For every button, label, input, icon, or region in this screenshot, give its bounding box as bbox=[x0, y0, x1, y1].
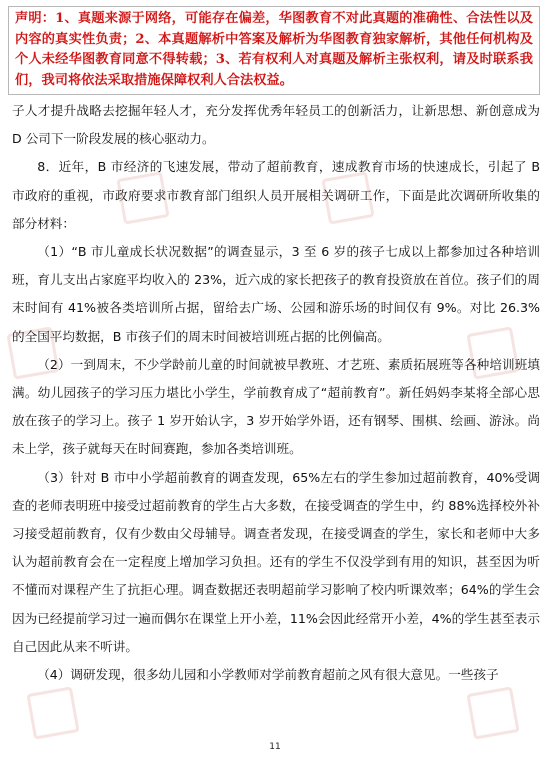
paragraph-question-8: 8．近年，B 市经济的飞速发展，带动了超前教育，速成教育市场的快速成长，引起了 B 市政府的重视，市政府要求市教育部门组织人员开展相关调研工作，下面是此次调研所收集的部分材料： bbox=[12, 159, 540, 231]
paragraph-material-2: （2）一到周末，不少学龄前儿童的时间就被早教班、才艺班、素质拓展班等各种培训班填满。幼儿园孩子的学习压力堪比小学生，学前教育成了“超前教育”。新任妈妈李某将全部心思放在孩子的学习上。孩子 1 岁开始认字，3 岁开始学外语，还有钢琴、围棋、绘画、游泳。尚未上学，孩子就每天在时间赛跑，参加各类培训班。 bbox=[12, 356, 540, 457]
watermark-logo-icon bbox=[470, 690, 516, 740]
page-number: 11 bbox=[269, 742, 281, 752]
paragraph-material-1: （1）“B 市儿童成长状况数据”的调查显示，3 至 6 岁的孩子七成以上都参加过各种培训班，育儿支出占家庭平均收入的 23%，近六成的家长把孩子的教育投资放在首位。孩子们的周末时间有 41%被各类培训所占据，留给去广场、公园和游乐场的时间仅有 9%。对比 26.3%的全国平均数据，B 市孩子们的周末时间被培训班占据的比例偏高。 bbox=[12, 244, 540, 344]
paragraph-material-3: （3）针对 B 市中小学超前教育的调查发现，65%左右的学生参加过超前教育，40%受调查的老师表明班中接受过超前教育的学生占大多数，在接受调查的学生中，约 88%选择校外补习接受超前教育，仅有少数由父母辅导。调查者发现，在接受调查的学生，家长和老师中大多认为超前教育会在一定程度上增加学习负担。还有的学生不仅没学到有用的知识，甚至因为听不懂而对课程产生了抗拒心理。调查数据还表明超前学习影响了校内听课效率；64%的学生会因为已经提前学习过一遍而偶尔在课堂上开小差，11%会因此经常开小差，4%的学生甚至表示自己因此从来不听讲。 bbox=[12, 469, 540, 654]
paragraph-continuation: 子人才提升战略去挖掘年轻人才，充分发挥优秀年轻员工的创新活力，让新思想、新创意成为 D 公司下一阶段发展的核心驱动力。 bbox=[12, 103, 540, 147]
disclaimer-notice bbox=[8, 6, 540, 95]
document-body bbox=[12, 97, 540, 689]
paragraph-material-4: （4）调研发现，很多幼儿园和小学教师对学前教育超前之风有很大意见。一些孩子 bbox=[37, 667, 499, 683]
disclaimer-text: 声明：1、真题来源于网络，可能存在偏差，华图教育不对此真题的准确性、合法性以及内容的真实性负责；2、本真题解析中答案及解析为华图教育独家解析，其他任何机构及个人未经华图教育同意不得转载；3、若有权利人对真题及解析主张权利，请及时联系我们，我司将依法采取措施保障权利人合法权益。 bbox=[15, 11, 533, 88]
watermark-logo-icon bbox=[30, 690, 76, 740]
